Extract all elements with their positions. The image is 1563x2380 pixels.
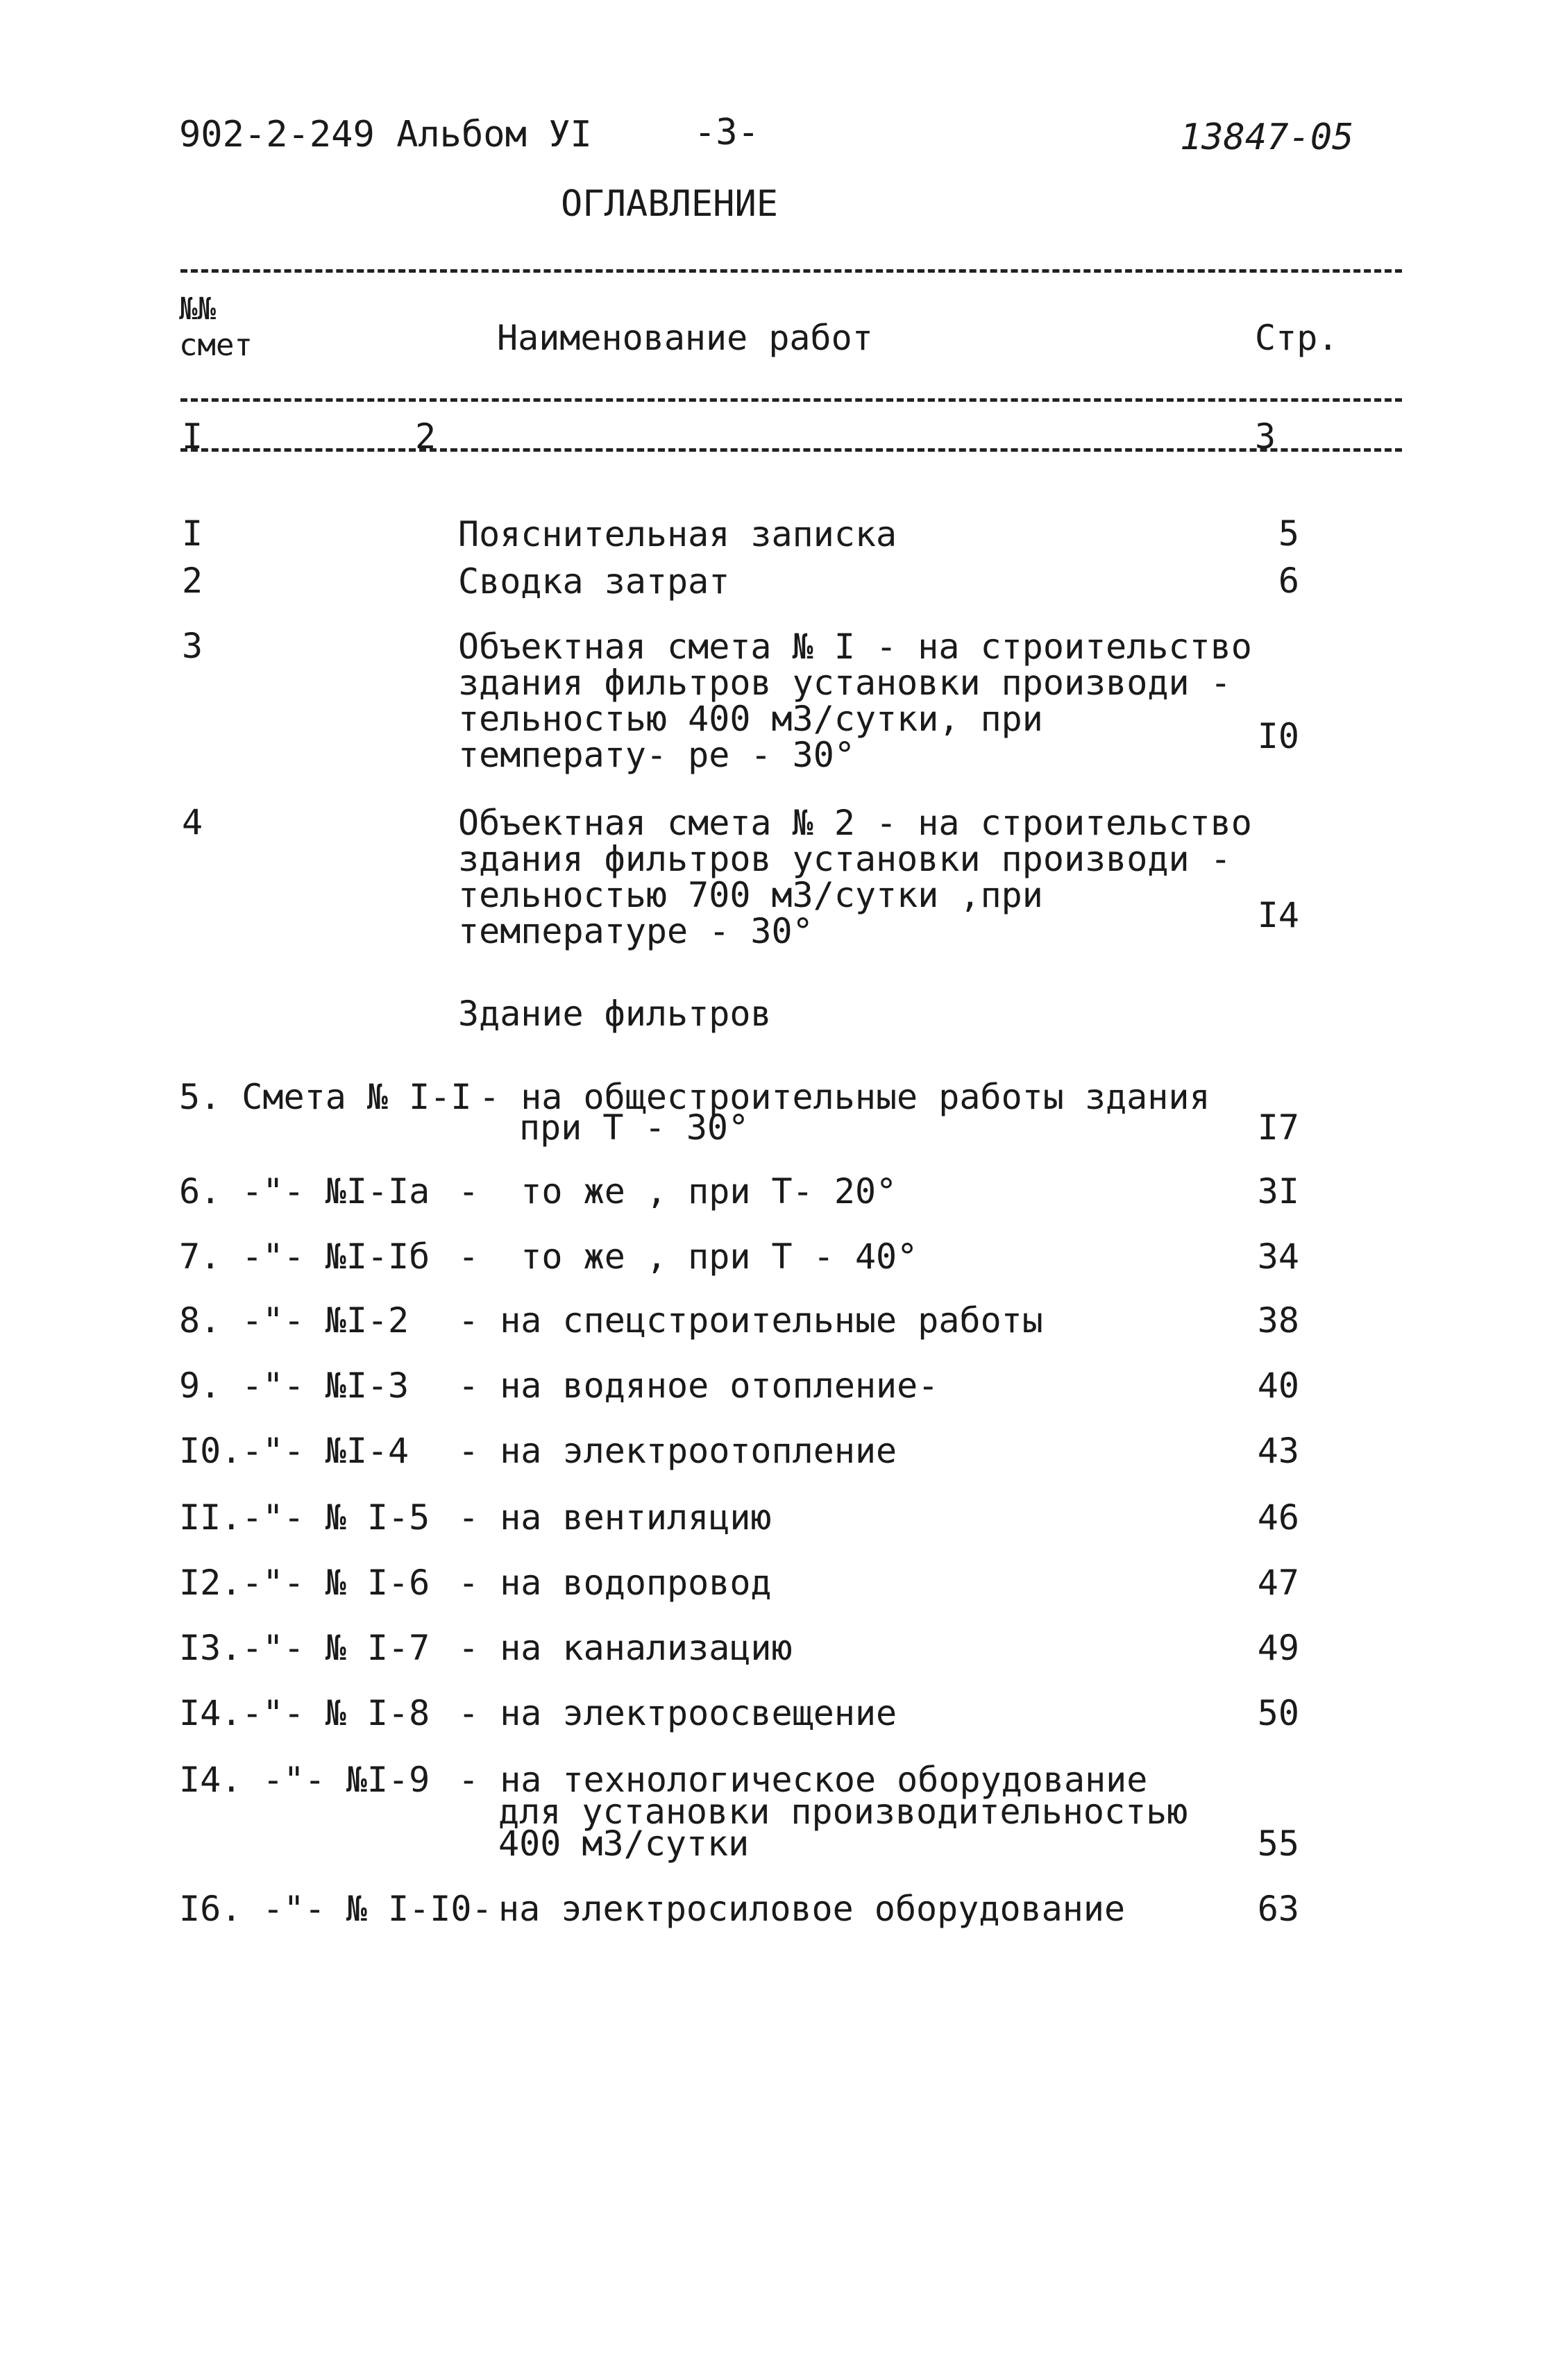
estimate-prefix: 8. -"- №I-2 [179,1300,409,1341]
estimate-description: - на электроосвещение [458,1693,897,1733]
estimate-page: 63 [1257,1889,1299,1929]
archive-number: 13847-05 [1180,117,1354,158]
estimate-page: 55 [1257,1824,1299,1864]
entry-page: I4 [1257,895,1299,935]
estimate-description-line2: для установки производительностью [498,1792,1188,1832]
column-index-rule [180,448,1402,452]
estimate-prefix: 6. -"- №I-Iа [179,1171,430,1212]
entry-number: I [182,513,203,554]
estimate-description-line3: 400 м3/сутки [498,1824,750,1864]
estimate-prefix: I4.-"- № I-8 [179,1693,430,1733]
estimate-prefix: 9. -"- №I-3 [179,1366,409,1406]
estimate-description: - на электроотопление [458,1431,897,1471]
entry-description: Сводка затрат [458,561,730,602]
estimate-page: 43 [1257,1431,1299,1471]
estimate-description: - на канализацию [458,1628,793,1668]
section-title: Здание фильтров [458,994,772,1034]
estimate-description: - на технологическое оборудование [458,1760,1148,1800]
entry-description: Объектная смета № I - на строительство здания фильтров установки производи - тельностью 400 м3/сутки, при температу- ре - 30° [458,627,1252,775]
estimate-description: - на водяное отопление- [458,1366,939,1406]
page-marker: -3- [694,112,759,153]
estimate-prefix: II.-"- № I-5 [179,1497,430,1538]
estimate-page: 38 [1257,1300,1299,1341]
estimate-page: 49 [1257,1628,1299,1668]
estimate-description: - то же , при Т - 40° [458,1236,918,1277]
entry-number: 3 [182,626,203,666]
estimate-description: - на водопровод [458,1563,772,1603]
estimate-description: - на вентиляцию [458,1497,772,1538]
document-code: 902-2-249 Альбом УI [179,114,592,155]
column-header-number: №№ смет [179,291,253,363]
column-index-2: 2 [415,416,437,457]
estimate-description: на электросиловое оборудование [498,1889,1126,1929]
estimate-page: I7 [1257,1107,1299,1148]
entry-page: 5 [1278,513,1299,554]
estimate-prefix: 7. -"- №I-Iб [179,1236,430,1277]
entry-page: 6 [1278,561,1299,601]
table-top-rule [180,269,1402,273]
estimate-prefix: I6. -"- № I-I0- [179,1889,493,1929]
estimate-prefix: 5. Смета № I-I [179,1077,472,1117]
estimate-page: 40 [1257,1366,1299,1406]
estimate-description: - на общестроительные работы здания [479,1077,1210,1117]
entry-number: 2 [182,561,203,601]
estimate-description: - то же , при Т- 20° [458,1171,897,1212]
estimate-prefix: I4. -"- №I-9 [179,1760,430,1800]
entry-number: 4 [182,802,203,842]
estimate-prefix: I0.-"- №I-4 [179,1431,409,1471]
estimate-prefix: I2.-"- № I-6 [179,1563,430,1603]
column-header-page: Стр. [1255,318,1339,358]
page-title: ОГЛАВЛЕНИЕ [561,183,779,225]
estimate-page: 34 [1257,1236,1299,1277]
estimate-page: 3I [1257,1171,1299,1212]
estimate-page: 47 [1257,1563,1299,1603]
column-header-name: Наименование работ [497,318,873,358]
entry-description: Объектная смета № 2 - на строительство здания фильтров установки производи - тельностью 700 м3/сутки ,при температуре - 30° [458,803,1252,951]
table-header-rule [180,398,1402,402]
estimate-page: 46 [1257,1497,1299,1538]
estimate-description-line2: при Т - 30° [519,1107,750,1148]
entry-description: Пояснительная записка [458,514,897,554]
column-index-3: 3 [1255,416,1276,457]
column-index-1: I [182,416,203,457]
estimate-page: 50 [1257,1693,1299,1733]
entry-page: I0 [1257,716,1299,756]
estimate-prefix: I3.-"- № I-7 [179,1628,430,1668]
estimate-description: - на спецстроительные работы [458,1300,1043,1341]
